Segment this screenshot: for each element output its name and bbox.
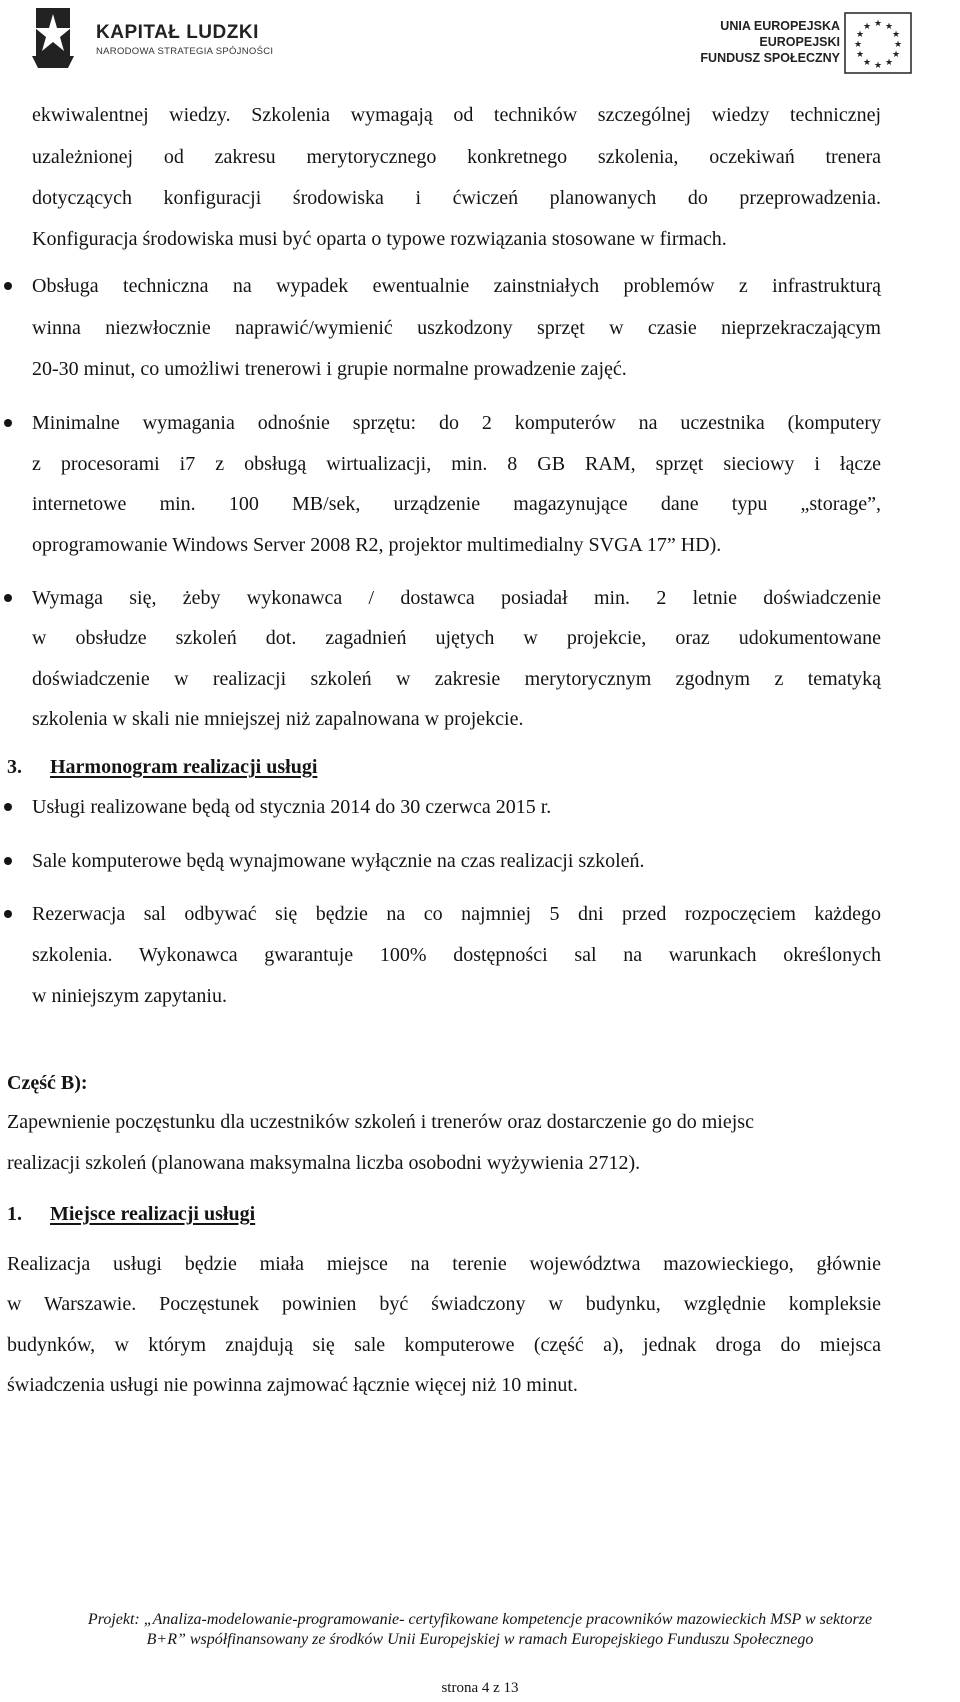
bullet-icon	[4, 282, 12, 290]
section-heading: Harmonogram realizacji usługi	[50, 756, 318, 778]
list-item-line: internetowe min. 100 MB/sek, urządzenie magazynujące dane typu „storage”,	[32, 493, 881, 515]
svg-text:★: ★	[855, 49, 865, 59]
eu-logo-line-3: FUNDUSZ SPOŁECZNY	[700, 51, 840, 65]
list-item-line: Minimalne wymagania odnośnie sprzętu: do 2 komputerów na uczestnika (komputery	[32, 412, 881, 434]
list-item-line: szkolenia. Wykonawca gwarantuje 100% dostępności sal na warunkach określonych	[32, 944, 881, 966]
list-item-line: Obsługa techniczna na wypadek ewentualnie zainstniałych problemów z infrastrukturą	[32, 275, 881, 297]
svg-text:★: ★	[862, 57, 872, 67]
paragraph-line: realizacji szkoleń (planowana maksymalna liczba osobodni wyżywienia 2712).	[7, 1152, 641, 1174]
eu-logo-text	[660, 18, 840, 66]
kapital-ludzki-logo	[26, 4, 274, 76]
list-item-line: Sale komputerowe będą wynajmowane wyłącznie na czas realizacji szkoleń.	[32, 850, 645, 872]
list-item-line: Rezerwacja sal odbywać się będzie na co najmniej 5 dni przed rozpoczęciem każdego	[32, 903, 881, 925]
svg-text:★: ★	[873, 18, 883, 28]
list-item-line: Wymaga się, żeby wykonawca / dostawca posiadał min. 2 letnie doświadczenie	[32, 587, 881, 609]
bullet-icon	[4, 419, 12, 427]
section-number: 1.	[7, 1203, 22, 1225]
eu-logo-line-2: EUROPEJSKI	[759, 35, 840, 49]
svg-text:★: ★	[893, 39, 903, 49]
eu-flag-icon	[844, 12, 912, 74]
section-heading: Miejsce realizacji usługi	[50, 1203, 256, 1225]
paragraph-line: dotyczących konfiguracji środowiska i ćwiczeń planowanych do przeprowadzenia.	[32, 187, 881, 209]
list-item-line: doświadczenie w realizacji szkoleń w zakresie merytorycznym zgodnym z tematyką	[32, 668, 881, 690]
paragraph-line: Zapewnienie poczęstunku dla uczestników szkoleń i trenerów oraz dostarczenie go do miejsc	[7, 1111, 754, 1133]
footer-line: Projekt: „Analiza-modelowanie-programowanie- certyfikowane kompetencje pracowników mazowieckich MSP w sektorze	[87, 1611, 873, 1628]
svg-text:★: ★	[891, 29, 901, 39]
svg-text:★: ★	[873, 60, 883, 70]
paragraph-line: budynków, w którym znajdują się sale komputerowe (część a), jednak droga do miejsca	[7, 1334, 881, 1356]
footer-line: B+R” współfinansowany ze środków Unii Europejskiej w ramach Europejskiego Funduszu Społecznego	[146, 1631, 814, 1648]
list-item-line: w obsłudze szkoleń dot. zagadnień ujętych w projekcie, oraz udokumentowane	[32, 627, 881, 649]
list-item-line: 20-30 minut, co umożliwi trenerowi i grupie normalne prowadzenie zajęć.	[32, 358, 627, 380]
bullet-icon	[4, 594, 12, 602]
eu-logo-line-1: UNIA EUROPEJSKA	[720, 19, 840, 33]
list-item-line: winna niezwłocznie naprawić/wymienić uszkodzony sprzęt w czasie nieprzekraczającym	[32, 317, 881, 339]
paragraph-line: uzależnionej od zakresu merytorycznego konkretnego szkolenia, oczekiwań trenera	[32, 146, 881, 168]
paragraph-line: ekwiwalentnej wiedzy. Szkolenia wymagają od techników szczególnej wiedzy technicznej	[32, 104, 881, 126]
bullet-icon	[4, 803, 12, 811]
paragraph-line: świadczenia usługi nie powinna zajmować łącznie więcej niż 10 minut.	[7, 1374, 578, 1396]
svg-text:★: ★	[891, 49, 901, 59]
eu-logo	[700, 10, 940, 80]
svg-text:★: ★	[884, 57, 894, 67]
paragraph-line: Realizacja usługi będzie miała miejsce na terenie województwa mazowieckiego, głównie	[7, 1253, 881, 1275]
kapital-ludzki-emblem-icon	[30, 4, 76, 70]
svg-text:★: ★	[855, 29, 865, 39]
svg-text:★: ★	[884, 21, 894, 31]
section-number: 3.	[7, 756, 22, 778]
kapital-ludzki-title: KAPITAŁ LUDZKI	[96, 22, 259, 43]
page-header	[0, 0, 960, 90]
page-number: strona 4 z 13	[441, 1680, 519, 1696]
paragraph-line: w Warszawie. Poczęstunek powinien być świadczony w budynku, względnie kompleksie	[7, 1293, 881, 1315]
bullet-icon	[4, 910, 12, 918]
kapital-ludzki-subtitle: NARODOWA STRATEGIA SPÓJNOŚCI	[96, 46, 274, 57]
svg-text:★: ★	[853, 39, 863, 49]
list-item-line: szkolenia w skali nie mniejszej niż zapalnowana w projekcie.	[32, 708, 524, 730]
paragraph-line: Konfiguracja środowiska musi być oparta o typowe rozwiązania stosowane w firmach.	[32, 228, 727, 250]
svg-text:★: ★	[862, 21, 872, 31]
part-b-title: Część B):	[7, 1072, 88, 1094]
list-item-line: Usługi realizowane będą od stycznia 2014 do 30 czerwca 2015 r.	[32, 796, 552, 818]
bullet-icon	[4, 857, 12, 865]
list-item-line: w niniejszym zapytaniu.	[32, 985, 227, 1007]
list-item-line: z procesorami i7 z obsługą wirtualizacji, min. 8 GB RAM, sprzęt sieciowy i łącze	[32, 453, 881, 475]
list-item-line: oprogramowanie Windows Server 2008 R2, projektor multimedialny SVGA 17” HD).	[32, 534, 722, 556]
